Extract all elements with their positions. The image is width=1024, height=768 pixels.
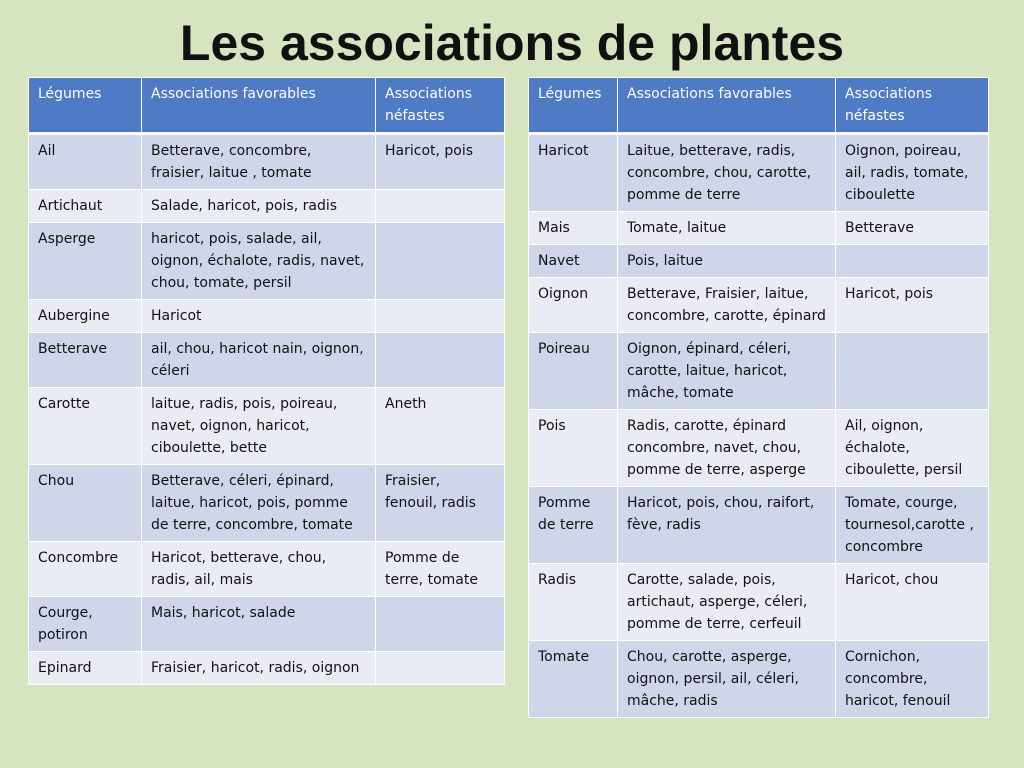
cell-favorables: Tomate, laitue <box>618 212 836 245</box>
cell-nefastes <box>376 190 505 223</box>
cell-nefastes: Haricot, chou <box>836 564 989 641</box>
table-row <box>29 134 505 190</box>
cell-nefastes: Betterave <box>836 212 989 245</box>
cell-legume: Pois <box>529 410 618 487</box>
cell-favorables: Haricot, betterave, chou, radis, ail, mais <box>142 542 376 597</box>
table-row <box>29 542 505 597</box>
header-favorables: Associations favorables <box>142 78 376 134</box>
table-row <box>29 465 505 542</box>
cell-nefastes: Haricot, pois <box>376 134 505 190</box>
right-association-table <box>528 77 989 718</box>
cell-nefastes: Tomate, courge, tournesol,carotte , concombre <box>836 487 989 564</box>
table-row <box>29 652 505 685</box>
cell-favorables: ail, chou, haricot nain, oignon, céleri <box>142 333 376 388</box>
cell-nefastes <box>836 333 989 410</box>
cell-legume: Radis <box>529 564 618 641</box>
header-nefastes: Associations néfastes <box>376 78 505 134</box>
cell-favorables: Oignon, épinard, céleri, carotte, laitue, haricot, mâche, tomate <box>618 333 836 410</box>
cell-favorables: Carotte, salade, pois, artichaut, asperge, céleri, pomme de terre, cerfeuil <box>618 564 836 641</box>
cell-favorables: Haricot, pois, chou, raifort, fève, radis <box>618 487 836 564</box>
table-row <box>529 333 989 410</box>
table-row <box>529 134 989 212</box>
table-row <box>529 212 989 245</box>
cell-legume: Oignon <box>529 278 618 333</box>
cell-legume: Poireau <box>529 333 618 410</box>
cell-legume: Betterave <box>29 333 142 388</box>
table-row <box>29 300 505 333</box>
cell-nefastes: Haricot, pois <box>836 278 989 333</box>
table-row <box>29 597 505 652</box>
cell-legume: Mais <box>529 212 618 245</box>
cell-legume: Concombre <box>29 542 142 597</box>
cell-legume: Tomate <box>529 641 618 718</box>
cell-legume: Courge, potiron <box>29 597 142 652</box>
cell-legume: Epinard <box>29 652 142 685</box>
table-row <box>29 223 505 300</box>
cell-favorables: Radis, carotte, épinard concombre, navet, chou, pomme de terre, asperge <box>618 410 836 487</box>
cell-favorables: Betterave, Fraisier, laitue, concombre, carotte, épinard <box>618 278 836 333</box>
cell-favorables: Fraisier, haricot, radis, oignon <box>142 652 376 685</box>
table-header-row <box>529 78 989 134</box>
cell-favorables: Pois, laitue <box>618 245 836 278</box>
table-row <box>529 564 989 641</box>
cell-favorables: Betterave, céleri, épinard, laitue, haricot, pois, pomme de terre, concombre, tomate <box>142 465 376 542</box>
table-row <box>529 641 989 718</box>
cell-favorables: haricot, pois, salade, ail, oignon, échalote, radis, navet, chou, tomate, persil <box>142 223 376 300</box>
cell-favorables: Laitue, betterave, radis, concombre, chou, carotte, pomme de terre <box>618 134 836 212</box>
cell-legume: Navet <box>529 245 618 278</box>
cell-nefastes <box>376 223 505 300</box>
cell-nefastes: Aneth <box>376 388 505 465</box>
cell-legume: Aubergine <box>29 300 142 333</box>
left-association-table <box>28 77 505 685</box>
cell-favorables: Haricot <box>142 300 376 333</box>
cell-favorables: Chou, carotte, asperge, oignon, persil, ail, céleri, mâche, radis <box>618 641 836 718</box>
table-row <box>29 333 505 388</box>
cell-favorables: Mais, haricot, salade <box>142 597 376 652</box>
cell-nefastes <box>376 652 505 685</box>
cell-legume: Haricot <box>529 134 618 212</box>
table-row <box>529 410 989 487</box>
cell-legume: Carotte <box>29 388 142 465</box>
header-favorables: Associations favorables <box>618 78 836 134</box>
cell-favorables: Salade, haricot, pois, radis <box>142 190 376 223</box>
table-row <box>29 190 505 223</box>
header-legumes: Légumes <box>529 78 618 134</box>
table-row <box>529 245 989 278</box>
table-row <box>529 278 989 333</box>
header-nefastes: Associations néfastes <box>836 78 989 134</box>
table-row <box>29 388 505 465</box>
cell-nefastes: Ail, oignon, échalote, ciboulette, persil <box>836 410 989 487</box>
header-legumes: Légumes <box>29 78 142 134</box>
cell-legume: Asperge <box>29 223 142 300</box>
cell-nefastes <box>836 245 989 278</box>
table-header-row <box>29 78 505 134</box>
cell-nefastes <box>376 597 505 652</box>
cell-legume: Artichaut <box>29 190 142 223</box>
cell-favorables: laitue, radis, pois, poireau, navet, oignon, haricot, ciboulette, bette <box>142 388 376 465</box>
cell-nefastes <box>376 300 505 333</box>
cell-nefastes <box>376 333 505 388</box>
cell-legume: Ail <box>29 134 142 190</box>
cell-favorables: Betterave, concombre, fraisier, laitue , tomate <box>142 134 376 190</box>
cell-nefastes: Cornichon, concombre, haricot, fenouil <box>836 641 989 718</box>
page-title: Les associations de plantes <box>179 15 845 71</box>
cell-legume: Pomme de terre <box>529 487 618 564</box>
cell-nefastes: Pomme de terre, tomate <box>376 542 505 597</box>
table-row <box>529 487 989 564</box>
cell-nefastes: Oignon, poireau, ail, radis, tomate, ciboulette <box>836 134 989 212</box>
cell-legume: Chou <box>29 465 142 542</box>
cell-nefastes: Fraisier, fenouil, radis <box>376 465 505 542</box>
